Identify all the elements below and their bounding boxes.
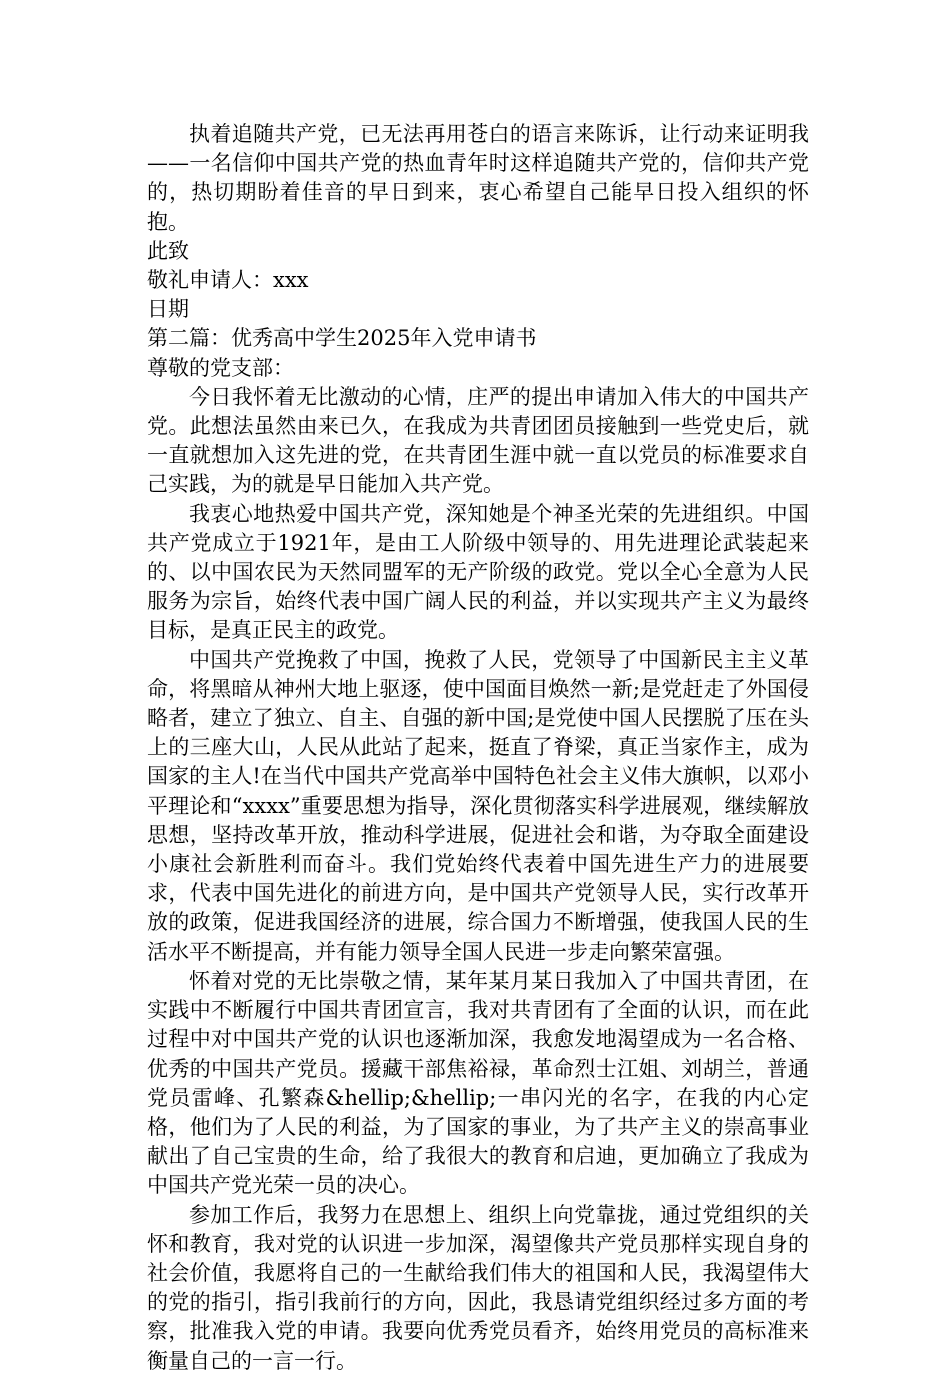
date-line: 日期	[147, 297, 189, 322]
paragraph-work: 参加工作后，我努力在思想上、组织上向党靠拢，通过党组织的关怀和教育，我对党的认识进一步加深，渴望像共产党员那样实现自身的社会价值，我愿将自己的一生献给我们伟大的祖国和人民，我渴望伟大的党的指引，指引我前行的方向，因此，我恳请党组织经过多方面的考察，批准我入党的申请。我要向优秀党员看齐，始终用党员的高标准来衡量自己的一言一行。	[147, 1202, 809, 1373]
paragraph-party-history: 中国共产党挽救了中国，挽救了人民，党领导了中国新民主主义革命，将黑暗从神州大地上驱逐，使中国面目焕然一新;是党赶走了外国侵略者，建立了独立、自主、自强的新中国;是党使中国人民摆脱了压在头上的三座大山，人民从此站了起来，挺直了脊梁，真正当家作主，成为国家的主人!在当代中国共产党高举中国特色社会主义伟大旗帜，以邓小平理论和“xxxx”重要思想为指导，深化贯彻落实科学进展观，继续解放思想，坚持改革开放，推动科学进展，促进社会和谐，为夺取全面建设小康社会新胜利而奋斗。我们党始终代表着中国先进生产力的进展要求，代表中国先进化的前进方向，是中国共产党领导人民，实行改革开放的政策，促进我国经济的进展，综合国力不断增强，使我国人民的生活水平不断提高，并有能力领导全国人民进一步走向繁荣富强。	[147, 647, 809, 964]
paragraph-youth-league: 怀着对党的无比崇敬之情，某年某月某日我加入了中国共青团，在实践中不断履行中国共青团宣言，我对共青团有了全面的认识，而在此过程中对中国共产党的认识也逐渐加深，我愈发地渴望成为一名合格、优秀的中国共产党员。援藏干部焦裕禄，革命烈士江姐、刘胡兰，普通党员雷峰、孔繁森&hellip;&hellip;一串闪光的名字，在我的内心定格，他们为了人民的利益，为了国家的事业，为了共产主义的崇高事业献出了自己宝贵的生命，给了我很大的教育和启迪，更加确立了我成为中国共产党光荣一员的决心。	[147, 968, 809, 1198]
paragraph-party-love: 我衷心地热爱中国共产党，深知她是个神圣光荣的先进组织。中国共产党成立于1921年，是由工人阶级中领导的、用先进理论武装起来的、以中国农民为天然同盟军的无产阶级的政党。党以全心全意为人民服务为宗旨，始终代表中国广阔人民的利益，并以实现共产主义为最终目标，是真正民主的政党。	[147, 501, 809, 643]
paragraph-closing-pledge: 执着追随共产党，已无法再用苍白的语言来陈诉，让行动来证明我——一名信仰中国共产党的热血青年时这样追随共产党的，信仰共产党的，热切期盼着佳音的早日到来，衷心希望自己能早日投入组织的怀抱。	[147, 122, 809, 234]
signature-line: 敬礼申请人：xxx	[147, 268, 309, 293]
section-heading: 第二篇：优秀高中学生2025年入党申请书	[147, 326, 537, 351]
document-page	[147, 120, 809, 1376]
greeting-line: 尊敬的党支部：	[147, 355, 294, 380]
paragraph-intro: 今日我怀着无比激动的心情，庄严的提出申请加入伟大的中国共产党。此想法虽然由来已久，在我成为共青团团员接触到一些党史后，就一直就想加入这先进的党，在共青团生涯中就一直以党员的标准要求自己实践，为的就是早日能加入共产党。	[147, 384, 809, 497]
salutation-cizhi: 此致	[147, 238, 189, 263]
